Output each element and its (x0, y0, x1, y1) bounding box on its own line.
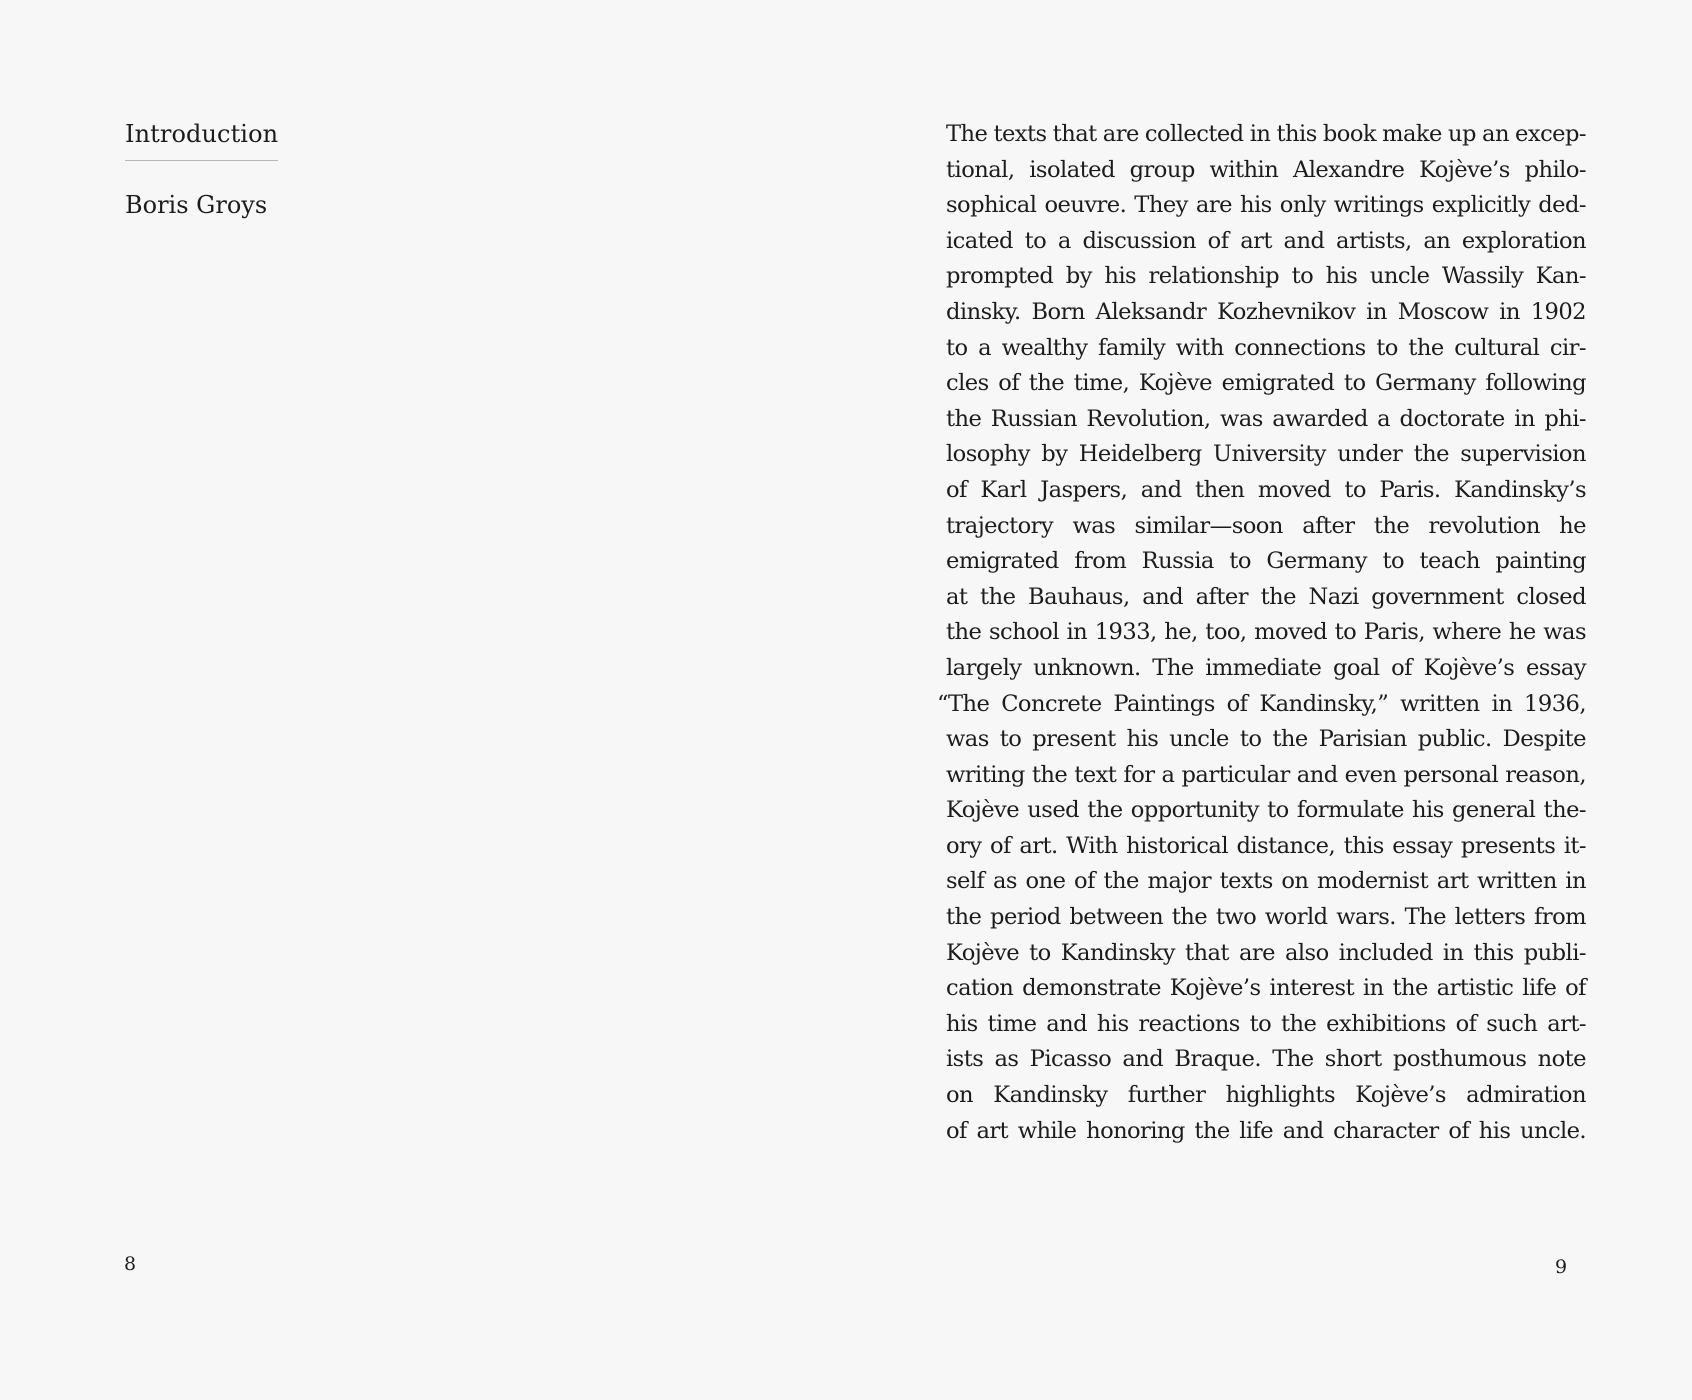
text-line: writing the text for a particular and even personal reason, (946, 761, 1586, 788)
text-line: largely unknown. The immediate goal of Kojève’s essay (946, 654, 1586, 681)
text-line: ory of art. With historical distance, this essay presents it- (946, 832, 1586, 859)
text-line: was to present his uncle to the Parisian public. Despite (946, 726, 1586, 753)
text-line: cles of the time, Kojève emigrated to Germany following (946, 370, 1586, 397)
section-heading: Introduction (125, 118, 278, 161)
text-line: cation demonstrate Kojève’s interest in the artistic life of (946, 975, 1586, 1002)
text-line: Kojève to Kandinsky that are also included in this publi- (946, 939, 1586, 966)
text-line: the school in 1933, he, too, moved to Paris, where he was (946, 619, 1586, 646)
right-page (846, 0, 1692, 1400)
text-line: to a wealthy family with connections to the cultural cir- (946, 334, 1586, 361)
page-number-right: 9 (1555, 1256, 1568, 1278)
text-line: prompted by his relationship to his uncle Wassily Kan- (946, 263, 1586, 290)
page-number-left: 8 (124, 1253, 137, 1275)
text-line: trajectory was similar—soon after the revolution he (946, 512, 1586, 539)
text-line: tional, isolated group within Alexandre Kojève’s philo- (946, 156, 1586, 183)
text-line: The texts that are collected in this book make up an excep- (946, 121, 1586, 147)
text-line: his time and his reactions to the exhibitions of such art- (946, 1010, 1586, 1037)
text-line: the Russian Revolution, was awarded a doctorate in phi- (946, 405, 1586, 432)
text-line: emigrated from Russia to Germany to teach painting (946, 548, 1586, 575)
text-line: self as one of the major texts on modernist art written in (946, 868, 1586, 895)
text-line: Kojève used the opportunity to formulate his general the- (946, 797, 1586, 824)
text-line: losophy by Heidelberg University under the supervision (946, 441, 1586, 468)
text-line: on Kandinsky further highlights Kojève’s admiration (946, 1082, 1586, 1109)
text-line: sophical oeuvre. They are his only writings explicitly ded- (946, 192, 1586, 219)
text-line: the period between the two world wars. The letters from (946, 904, 1586, 931)
text-line: icated to a discussion of art and artists, an exploration (946, 227, 1586, 254)
text-line: “The Concrete Paintings of Kandinsky,” written in 1936, (937, 690, 1586, 717)
text-line: of art while honoring the life and character of his uncle. (946, 1117, 1586, 1144)
author-name: Boris Groys (125, 191, 268, 219)
text-line: ists as Picasso and Braque. The short posthumous note (946, 1046, 1586, 1073)
text-line: dinsky. Born Aleksandr Kozhevnikov in Moscow in 1902 (946, 298, 1586, 325)
body-paragraph (937, 117, 1586, 1149)
text-line: at the Bauhaus, and after the Nazi government closed (946, 583, 1586, 610)
text-line: of Karl Jaspers, and then moved to Paris. Kandinsky’s (946, 476, 1586, 503)
